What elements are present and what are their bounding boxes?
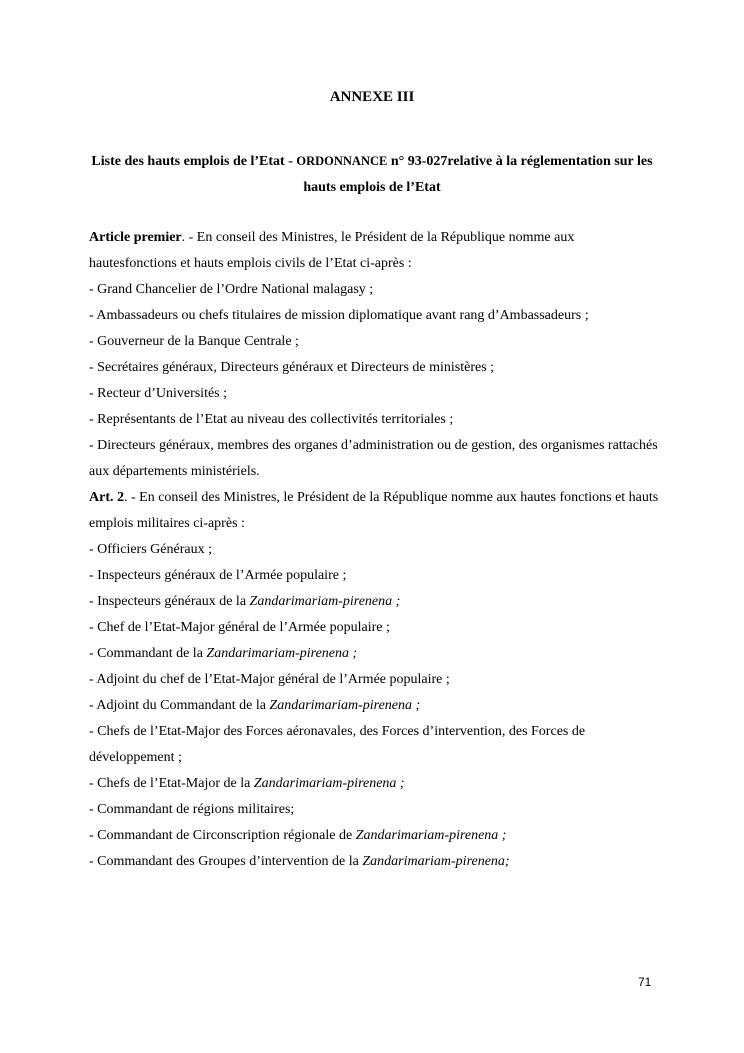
list-item-text: - Adjoint du chef de l’Etat-Major général de l’Armée populaire ;: [89, 672, 450, 687]
article1-list: [89, 277, 659, 485]
list-item: [89, 641, 659, 667]
list-item-text: - Commandant de Circonscription régionale de: [89, 828, 356, 843]
list-item: - Représentants de l’Etat au niveau des collectivités territoriales ;: [89, 412, 454, 427]
list-item-italic: Zandarimariam-pirenena ;: [253, 776, 405, 791]
subtitle-ordonnance: ORDONNANCE: [296, 154, 388, 168]
list-item: - Grand Chancelier de l’Ordre National malagasy ;: [89, 282, 374, 297]
list-item-italic: Zandarimariam-pirenena ;: [269, 698, 421, 713]
subtitle-part1: Liste des hauts emplois de l’Etat -: [91, 154, 297, 169]
article2-intro-text: . - En conseil des Ministres, le Président de la République nomme aux hautes fonctions et hauts emplois militaires ci-après :: [89, 490, 659, 531]
list-item: [89, 797, 659, 823]
list-item: - Secrétaires généraux, Directeurs généraux et Directeurs de ministères ;: [89, 360, 495, 375]
list-item-italic: Zandarimariam-pirenena ;: [249, 594, 401, 609]
list-item-text: - Officiers Généraux ;: [89, 542, 212, 557]
list-item: [89, 693, 659, 719]
page-number: 71: [638, 975, 652, 989]
list-item-text: - Chef de l’Etat-Major général de l’Armée populaire ;: [89, 620, 390, 635]
list-item: [89, 615, 659, 641]
list-item: - Gouverneur de la Banque Centrale ;: [89, 334, 299, 349]
article2-label: Art. 2: [89, 490, 124, 505]
list-item-text: - Inspecteurs généraux de l’Armée populaire ;: [89, 568, 347, 583]
list-item-text: - Commandant de régions militaires;: [89, 802, 295, 817]
annex-title-text: ANNEXE III: [329, 89, 415, 105]
article1-intro: [89, 225, 659, 277]
list-item: - Ambassadeurs ou chefs titulaires de mission diplomatique avant rang d’Ambassadeurs ;: [89, 308, 589, 323]
article2-list: [89, 537, 659, 875]
article2-intro: [89, 485, 659, 537]
list-item-text: - Commandant de la: [89, 646, 207, 661]
list-item-text: - Chefs de l’Etat-Major des Forces aéronavales, des Forces d’intervention, des Forces de développement ;: [89, 724, 586, 765]
article1-intro-text: . - En conseil des Ministres, le Président de la République nomme aux hautesfonctions et hauts emplois civils de l’Etat ci-après :: [89, 230, 575, 271]
list-item: [89, 537, 659, 563]
annex-title: [0, 89, 744, 106]
list-item: [89, 849, 659, 875]
list-item: [89, 771, 659, 797]
list-item-italic: Zandarimariam-pirenena ;: [206, 646, 358, 661]
list-item: [89, 823, 659, 849]
list-item-text: - Adjoint du Commandant de la: [89, 698, 270, 713]
list-item-italic: Zandarimariam-pirenena;: [362, 854, 510, 869]
list-item-text: - Chefs de l’Etat-Major de la: [89, 776, 254, 791]
list-item: [89, 563, 659, 589]
list-item-text: - Inspecteurs généraux de la: [89, 594, 250, 609]
list-item: [89, 589, 659, 615]
list-item: [89, 667, 659, 693]
list-item: - Directeurs généraux, membres des organes d’administration ou de gestion, des organismes rattachés aux départements ministériels.: [89, 438, 658, 479]
document-body: [89, 225, 659, 875]
subtitle-part3: n° 93-027relative à la réglementation sur les hauts emplois de l’Etat: [303, 154, 653, 195]
list-item: - Recteur d’Universités ;: [89, 386, 228, 401]
article1-label: Article premier: [89, 230, 182, 245]
list-item-text: - Commandant des Groupes d’intervention de la: [89, 854, 363, 869]
document-subtitle: [90, 148, 654, 201]
list-item-italic: Zandarimariam-pirenena ;: [355, 828, 507, 843]
list-item: [89, 719, 659, 771]
